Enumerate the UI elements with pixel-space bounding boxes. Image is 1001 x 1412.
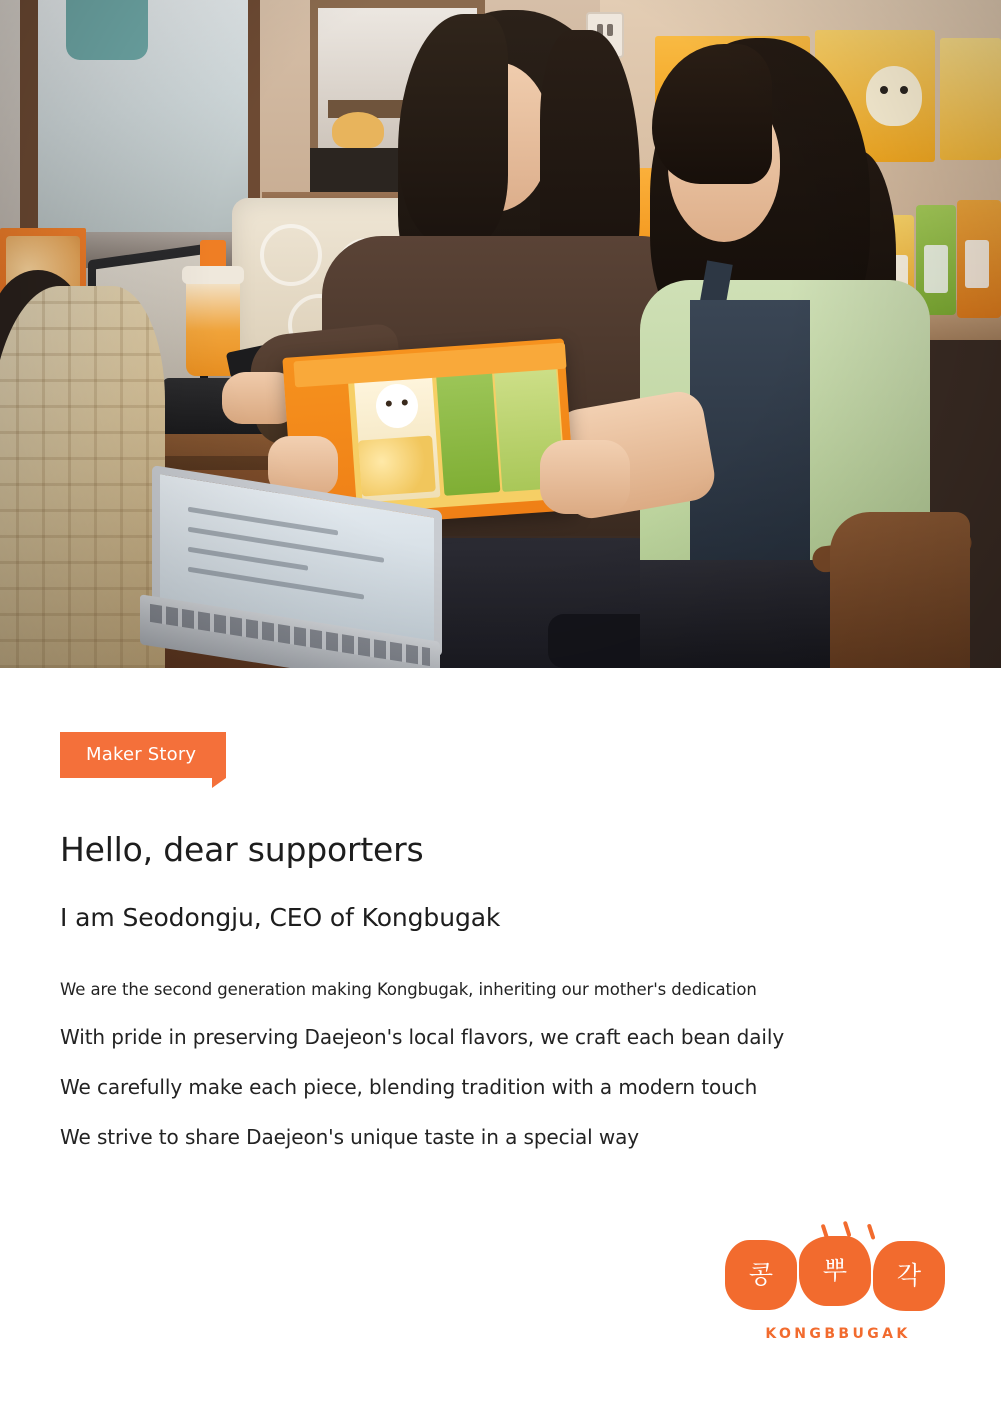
brand-logo xyxy=(723,1232,953,1342)
logo-wordmark: KONGBBUGAK xyxy=(765,1326,911,1342)
logo-blobs xyxy=(723,1232,953,1318)
hero-scene xyxy=(0,0,1001,668)
bag-label xyxy=(965,240,989,288)
story-content xyxy=(0,732,1001,1149)
window-passerby xyxy=(66,0,148,60)
snack-bowl xyxy=(332,112,384,148)
badge-row xyxy=(60,732,941,778)
window-frame-left xyxy=(20,0,38,250)
cushion-pattern xyxy=(260,224,322,286)
story-paragraph: We are the second generation making Kongbugak, inheriting our mother's dedication xyxy=(60,980,757,999)
story-paragraph: With pride in preserving Daejeon's local flavors, we craft each bean daily xyxy=(60,1025,785,1049)
bag-label xyxy=(924,245,948,293)
person-front-hand-right xyxy=(540,440,630,514)
screen-text-line xyxy=(188,547,308,571)
brand-mascot-icon xyxy=(866,66,922,126)
package-product-photo xyxy=(358,435,436,496)
cup-lid xyxy=(182,266,244,284)
logo-blob-2: 뿌 xyxy=(799,1236,871,1306)
product-box-3 xyxy=(940,38,1001,160)
wooden-chair xyxy=(830,512,970,668)
page-title: Hello, dear supporters xyxy=(60,830,424,869)
gift-box-package-2 xyxy=(436,364,501,496)
page-subtitle: I am Seodongju, CEO of Kongbugak xyxy=(60,903,501,932)
logo-blob-1: 콩 xyxy=(725,1240,797,1310)
snack-bag-2 xyxy=(957,200,1001,318)
story-paragraphs xyxy=(60,980,941,1149)
story-paragraph: We strive to share Daejeon's unique taste in a special way xyxy=(60,1125,640,1149)
maker-story-badge: Maker Story xyxy=(60,732,226,778)
logo-blob-3: 각 xyxy=(873,1241,945,1311)
screen-text-line xyxy=(188,567,364,600)
story-paragraph: We carefully make each piece, blending tradition with a modern touch xyxy=(60,1075,758,1099)
hero-photo xyxy=(0,0,1001,668)
screen-text-line xyxy=(188,527,384,563)
